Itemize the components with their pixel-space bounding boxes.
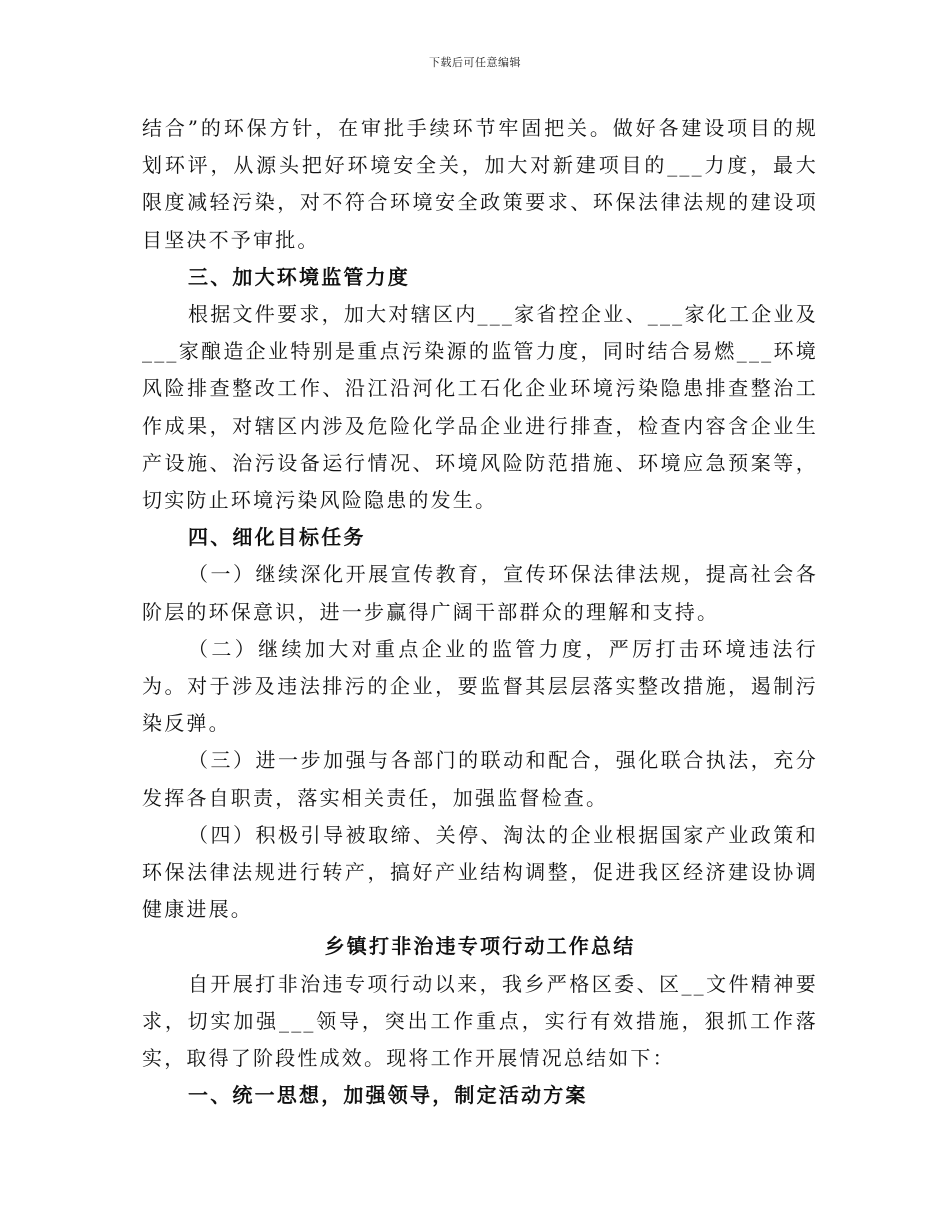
page-header: 下载后可任意编辑 [429, 56, 521, 69]
document-title: 乡镇打非治违专项行动工作总结 [324, 934, 636, 959]
section-heading-leadership: 一、统一思想，加强领导，制定活动方案 [188, 1083, 588, 1108]
paragraph-supervision: 根据文件要求，加大对辖区内___家省控企业、___家化工企业及___家酿造企业特别是重点污染源的监管力度，同时结合易燃___环境风险排查整改工作、沿江沿河化工石化企业环境污染隐患排查整治工作成果，对辖区内涉及危险化学品企业进行排查，检查内容含企业生产设施、治污设备运行情况、环境风险防范措施、环境应急预案等，切实防止环境污染风险隐患的发生。 [142, 302, 818, 513]
section-heading-supervision: 三、加大环境监管力度 [188, 264, 410, 289]
paragraph-target-3: （三）进一步加强与各部门的联动和配合，强化联合执法，充分发挥各自职责，落实相关责任，加强监督检查。 [142, 748, 818, 810]
paragraph-approval: 结合”的环保方针，在审批手续环节牢固把关。做好各建设项目的规划环评，从源头把好环境安全关，加大对新建项目的___力度，最大限度减轻污染，对不符合环境安全政策要求、环保法律法规的建设项目坚决不予审批。 [142, 116, 818, 252]
paragraph-target-4: （四）积极引导被取缔、关停、淘汰的企业根据国家产业政策和环保法律法规进行转产，搞好产业结构调整，促进我区经济建设协调健康进展。 [142, 822, 818, 922]
paragraph-target-2: （二）继续加大对重点企业的监管力度，严厉打击环境违法行为。对于涉及违法排污的企业，要监督其层层落实整改措施，遏制污染反弹。 [142, 636, 818, 736]
paragraph-summary-intro: 自开展打非治违专项行动以来，我乡严格区委、区__文件精神要求，切实加强___领导，突出工作重点，实行有效措施，狠抓工作落实，取得了阶段性成效。现将工作开展情况总结如下： [142, 971, 818, 1071]
section-heading-targets: 四、细化目标任务 [188, 525, 366, 550]
paragraph-target-1: （一）继续深化开展宣传教育，宣传环保法律法规，提高社会各阶层的环保意识，进一步赢得广阔干部群众的理解和支持。 [142, 562, 818, 624]
document-body [142, 110, 818, 1114]
